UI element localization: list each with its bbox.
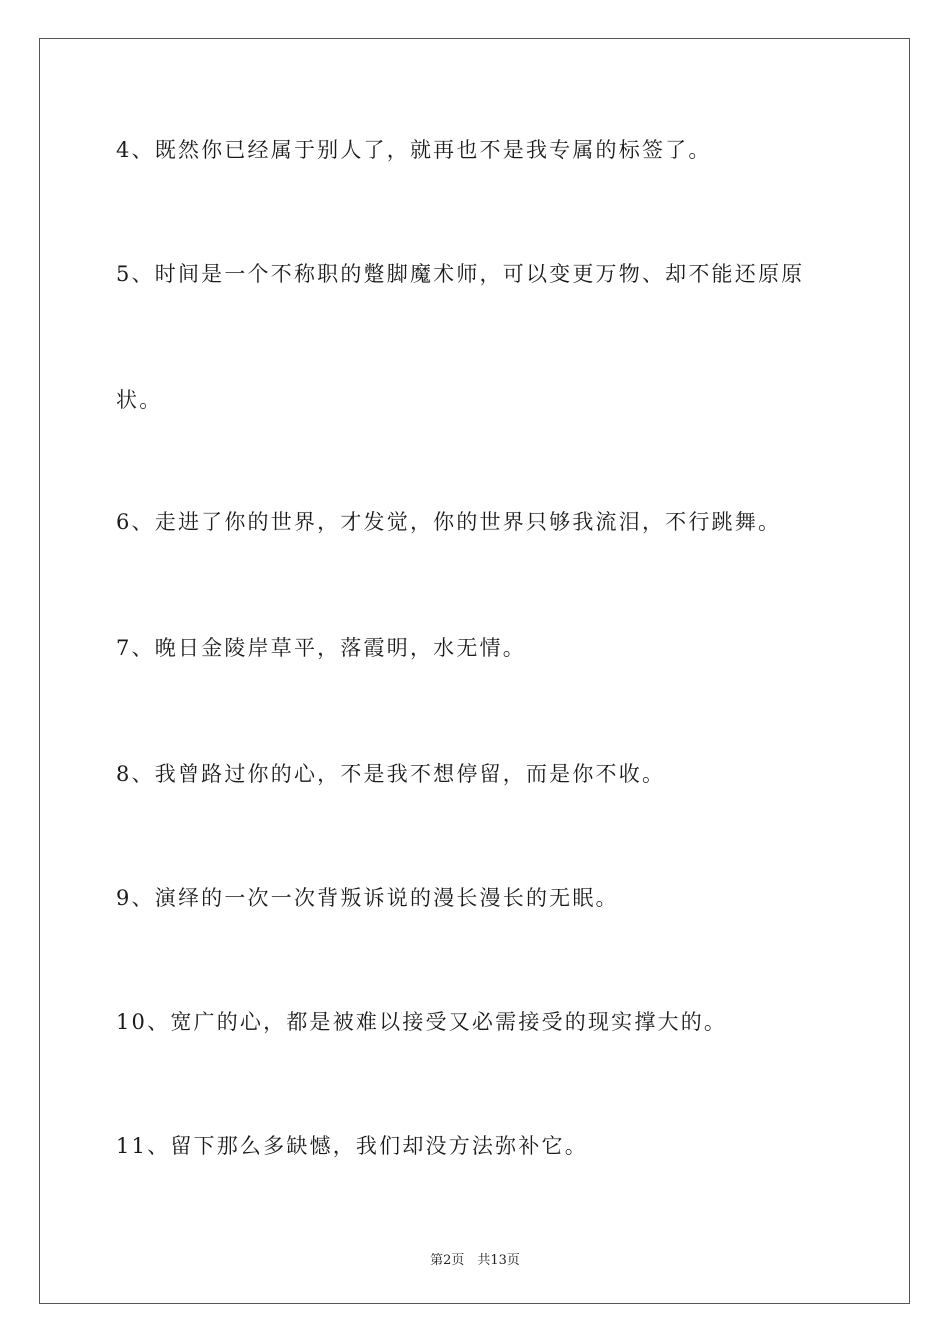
text-line-item-8: 8、我曾路过你的心，不是我不想停留，而是你不收。 [116, 762, 666, 786]
text-line-item-10: 10、宽广的心，都是被难以接受又必需接受的现实撑大的。 [116, 1010, 728, 1034]
text-line-item-5-continued: 状。 [116, 388, 163, 412]
text-line-item-11: 11、留下那么多缺憾，我们却没方法弥补它。 [116, 1134, 588, 1158]
text-line-item-7: 7、晚日金陵岸草平，落霞明，水无情。 [116, 636, 526, 660]
text-line-item-9: 9、演绎的一次一次背叛诉说的漫长漫长的无眠。 [116, 886, 619, 910]
page-number-footer: 第2页 共13页 [430, 1253, 520, 1268]
text-line-item-4: 4、既然你已经属于别人了，就再也不是我专属的标签了。 [116, 138, 712, 162]
page-border [39, 38, 910, 1304]
text-line-item-5: 5、时间是一个不称职的蹩脚魔术师，可以变更万物、却不能还原原 [116, 262, 805, 286]
text-line-item-6: 6、走进了你的世界，才发觉，你的世界只够我流泪，不行跳舞。 [116, 510, 782, 534]
